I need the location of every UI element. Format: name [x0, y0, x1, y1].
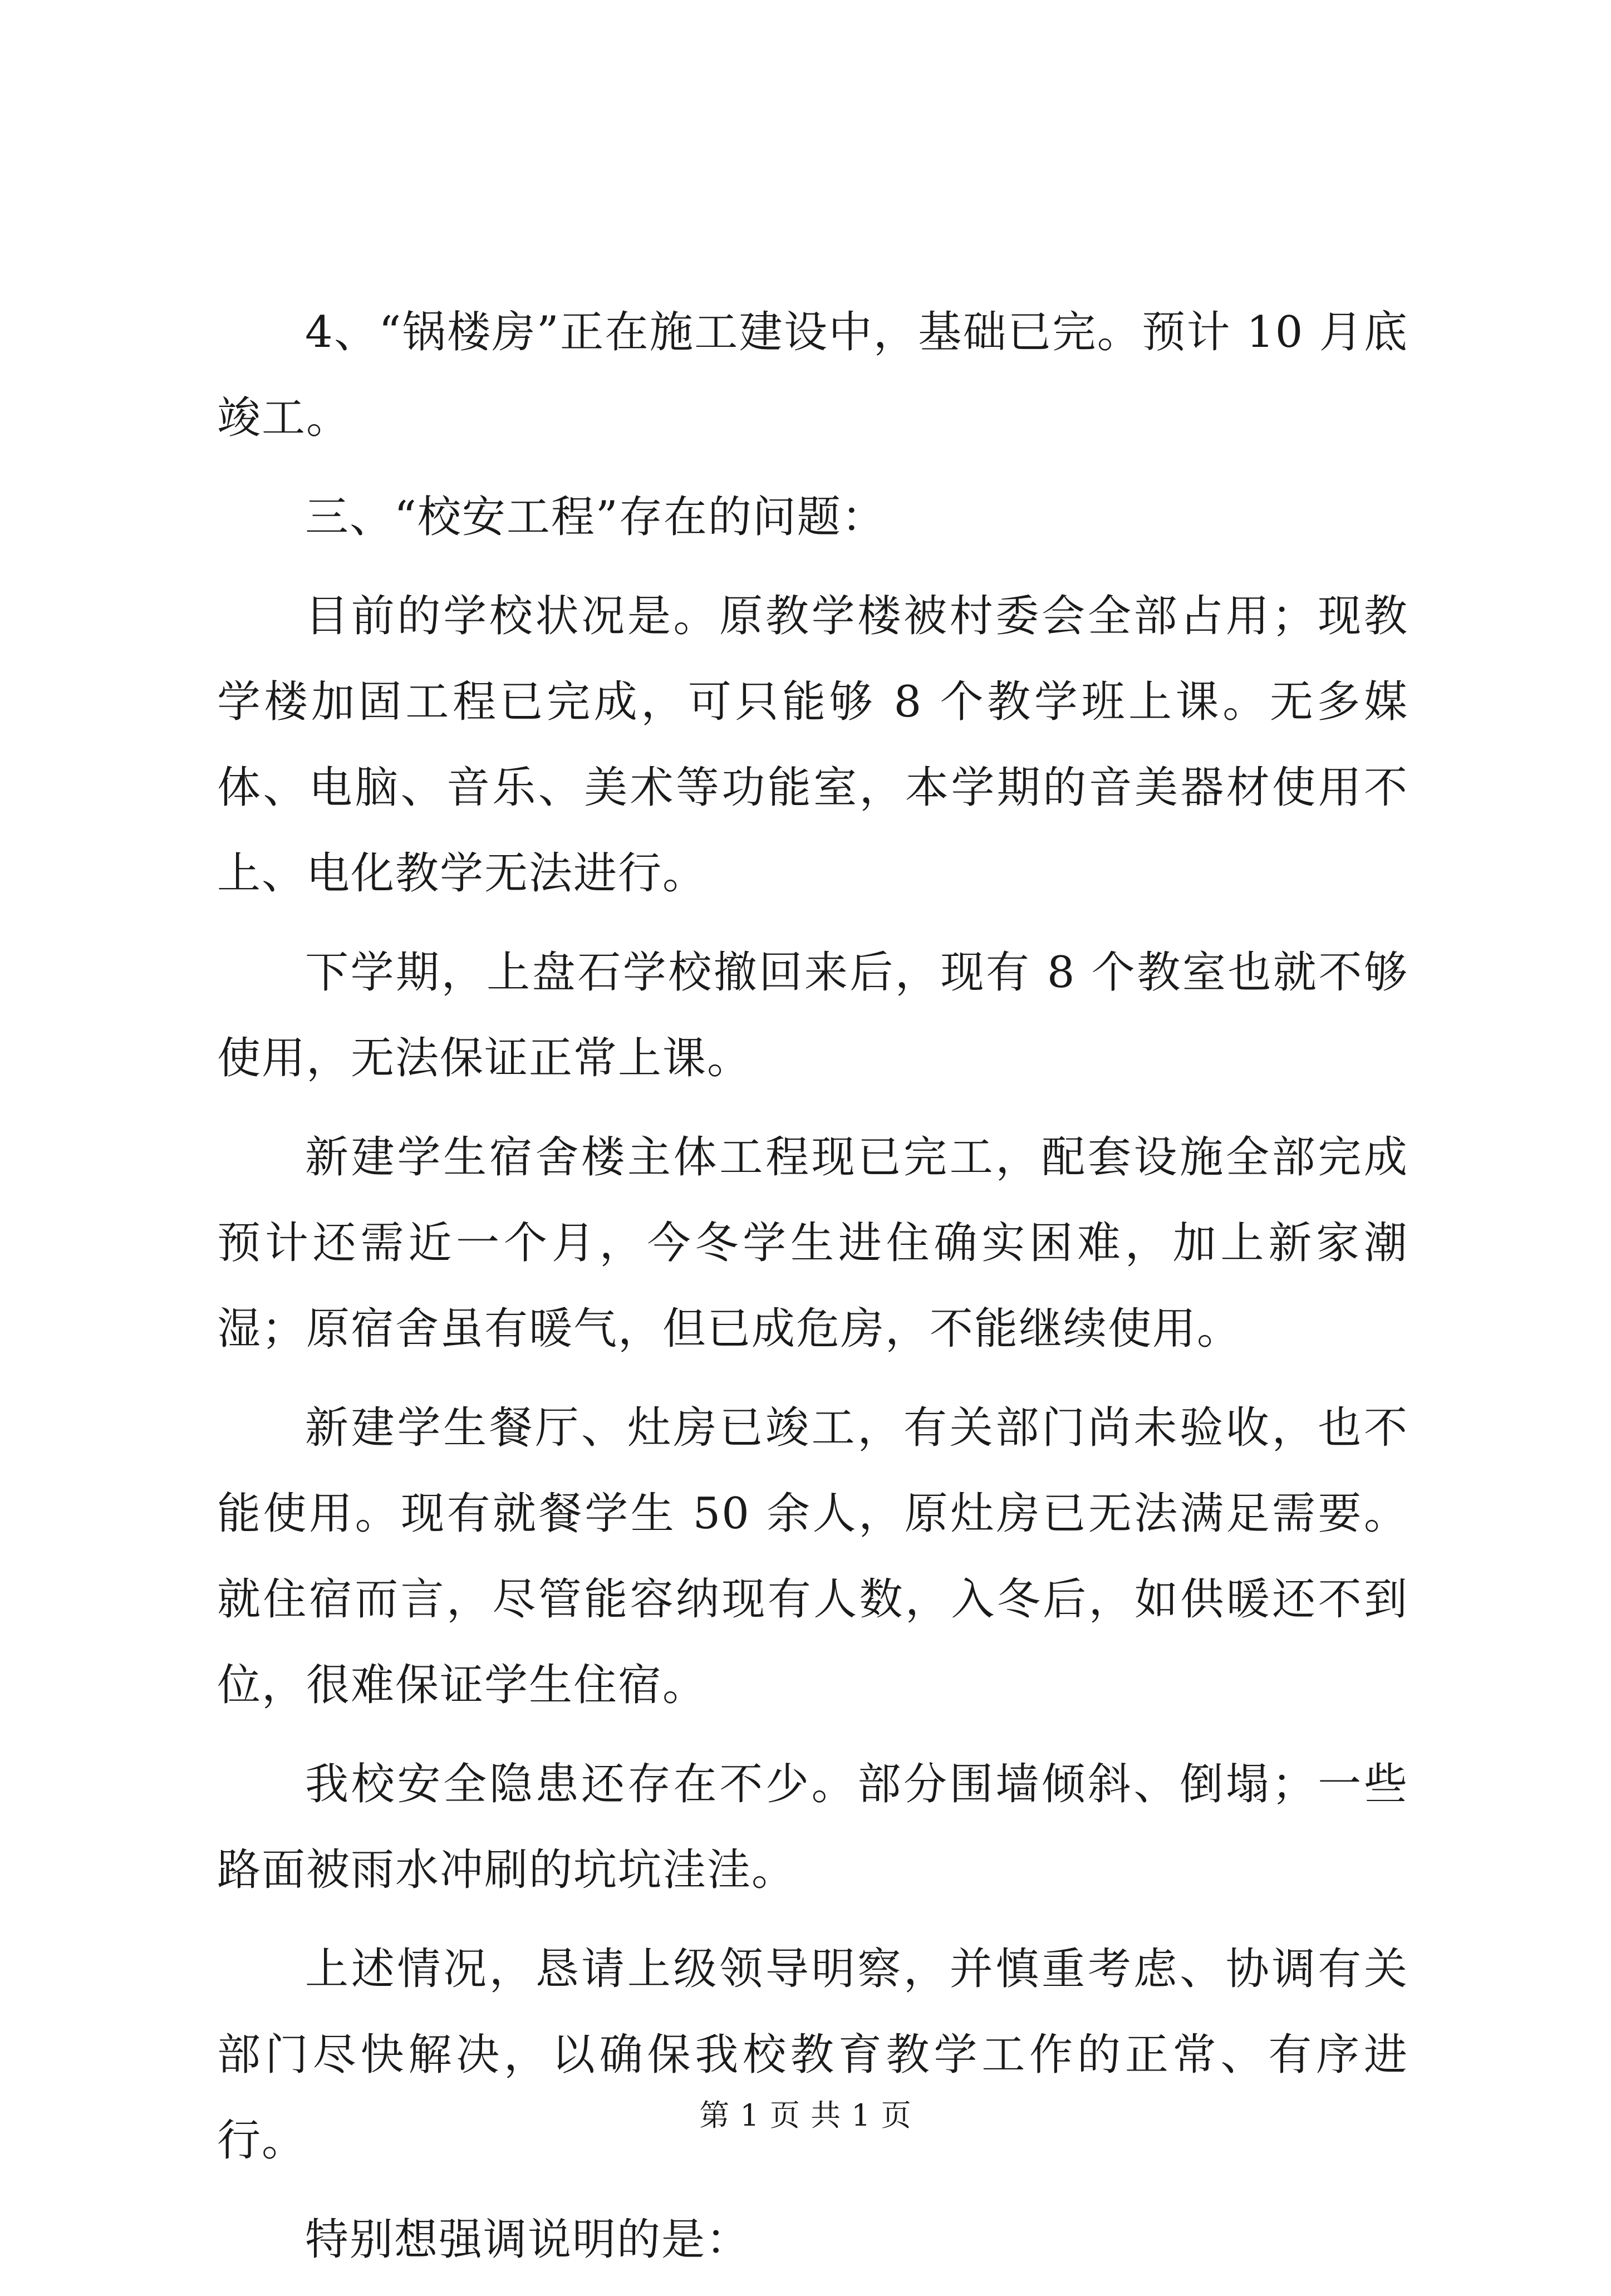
paragraph-school-status: 目前的学校状况是。原教学楼被村委会全部占用；现教学楼加固工程已完成，可只能够 8 个教学班上课。无多媒体、电脑、音乐、美术等功能室，本学期的音美器材使用不上、电化教学无法进行。 [217, 591, 1408, 899]
paragraph-next-semester: 下学期，上盘石学校撤回来后，现有 8 个教室也就不够使用，无法保证正常上课。 [217, 948, 1408, 1083]
paragraph-canteen: 新建学生餐厅、灶房已竣工，有关部门尚未验收，也不能使用。现有就餐学生 50 余人，原灶房已无法满足需要。就住宿而言，尽管能容纳现有人数，入冬后，如供暖还不到位，很难保证学生住宿。 [217, 1403, 1408, 1710]
document-body [217, 290, 1408, 2296]
paragraph-special-note: 特别想强调说明的是： [305, 2215, 751, 2265]
page-footer: 第 1 页 共 1 页 [699, 2098, 912, 2133]
paragraph-request: 上述情况，恳请上级领导明察，并慎重考虑、协调有关部门尽快解决，以确保我校教育教学工作的正常、有序进行。 [217, 1944, 1408, 2166]
section-heading-problems: 三、“校安工程”存在的问题： [305, 492, 886, 542]
paragraph-item-4-boiler-house: 4、“锅楼房”正在施工建设中，基础已完。预计 10 月底竣工。 [217, 307, 1408, 443]
paragraph-dormitory: 新建学生宿舍楼主体工程现已完工，配套设施全部完成预计还需近一个月，今冬学生进住确实困难，加上新家潮湿；原宿舍虽有暖气，但已成危房，不能继续使用。 [217, 1132, 1408, 1354]
paragraph-safety-hazards: 我校安全隐患还存在不少。部分围墙倾斜、倒塌；一些路面被雨水冲刷的坑坑洼洼。 [217, 1759, 1408, 1895]
